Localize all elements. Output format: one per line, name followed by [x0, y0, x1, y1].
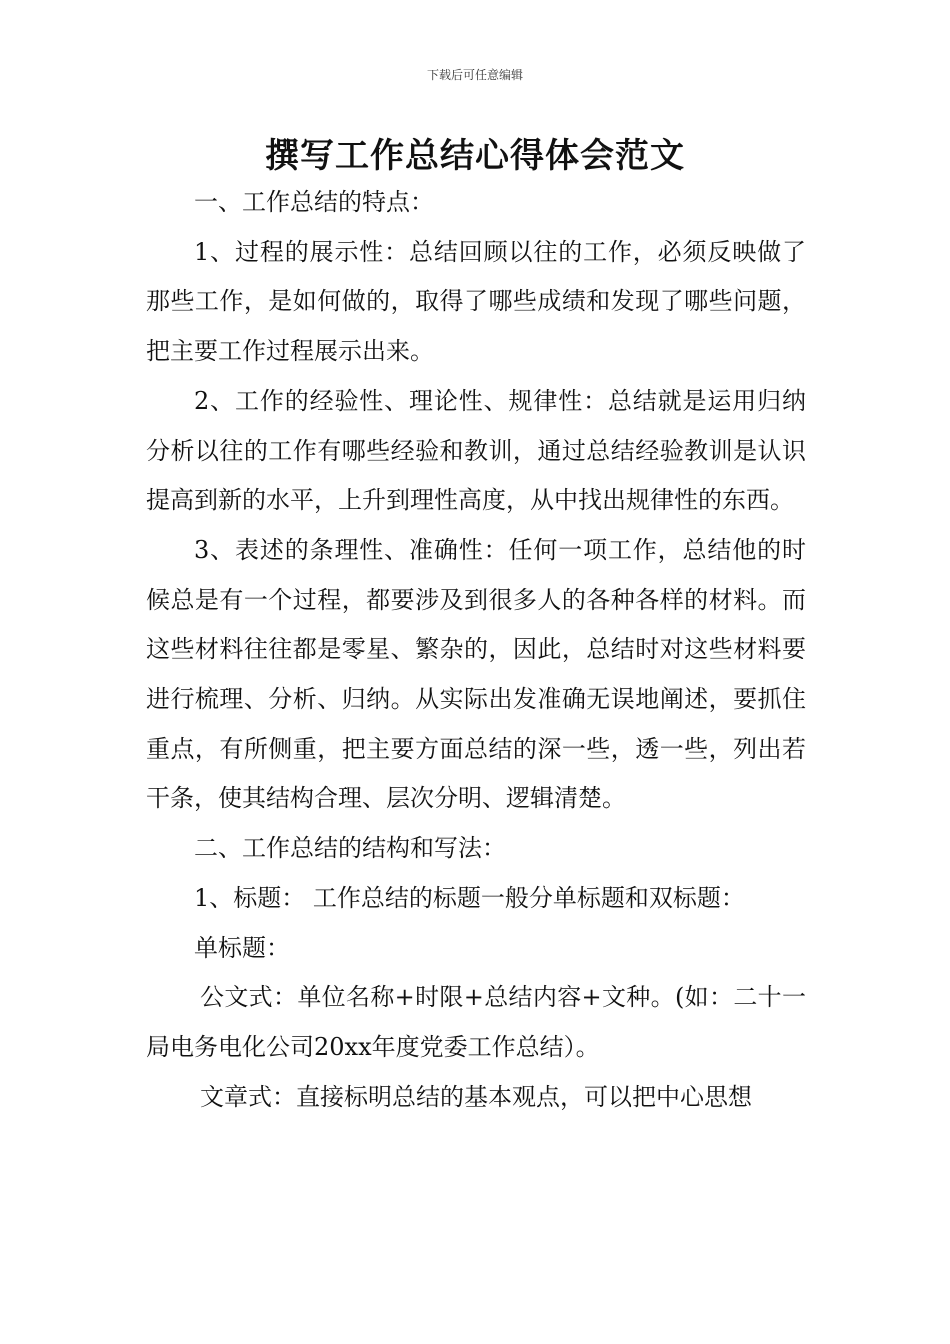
paragraph-3: 3、表述的条理性、准确性：任何一项工作，总结他的时候总是有一个过程，都要涉及到很多人的各种各样的材料。而这些材料往往都是零星、繁杂的，因此，总结时对这些材料要进行梳理、分析、归纳。从实际出发准确无误地阐述，要抓住重点，有所侧重，把主要方面总结的深一些，透一些，列出若干条，使其结构合理、层次分明、逻辑清楚。 — [146, 535, 806, 813]
paragraph-1: 1、过程的展示性：总结回顾以往的工作，必须反映做了那些工作，是如何做的，取得了哪些成绩和发现了哪些问题，把主要工作过程展示出来。 — [146, 237, 806, 366]
paragraph-article-style: 文章式：直接标明总结的基本观点，可以把中心思想 — [200, 1082, 752, 1111]
paragraph-title-item: 1、标题： 工作总结的标题一般分单标题和双标题： — [194, 883, 745, 912]
header-note: 下载后可任意编辑 — [426, 68, 523, 82]
document-body — [146, 178, 806, 1122]
document-title: 撰写工作总结心得体会范文 — [265, 136, 685, 176]
section-heading-2: 二、工作总结的结构和写法： — [194, 834, 506, 863]
paragraph-2: 2、工作的经验性、理论性、规律性：总结就是运用归纳分析以往的工作有哪些经验和教训，通过总结经验教训是认识提高到新的水平，上升到理性高度，从中找出规律性的东西。 — [146, 386, 806, 515]
section-heading-1: 一、工作总结的特点： — [194, 188, 434, 216]
paragraph-single-title: 单标题： — [194, 933, 290, 962]
paragraph-official-style: 公文式：单位名称+时限+总结内容+文种。(如：二十一局电务电化公司20xx年度党委工作总结）。 — [146, 983, 806, 1061]
